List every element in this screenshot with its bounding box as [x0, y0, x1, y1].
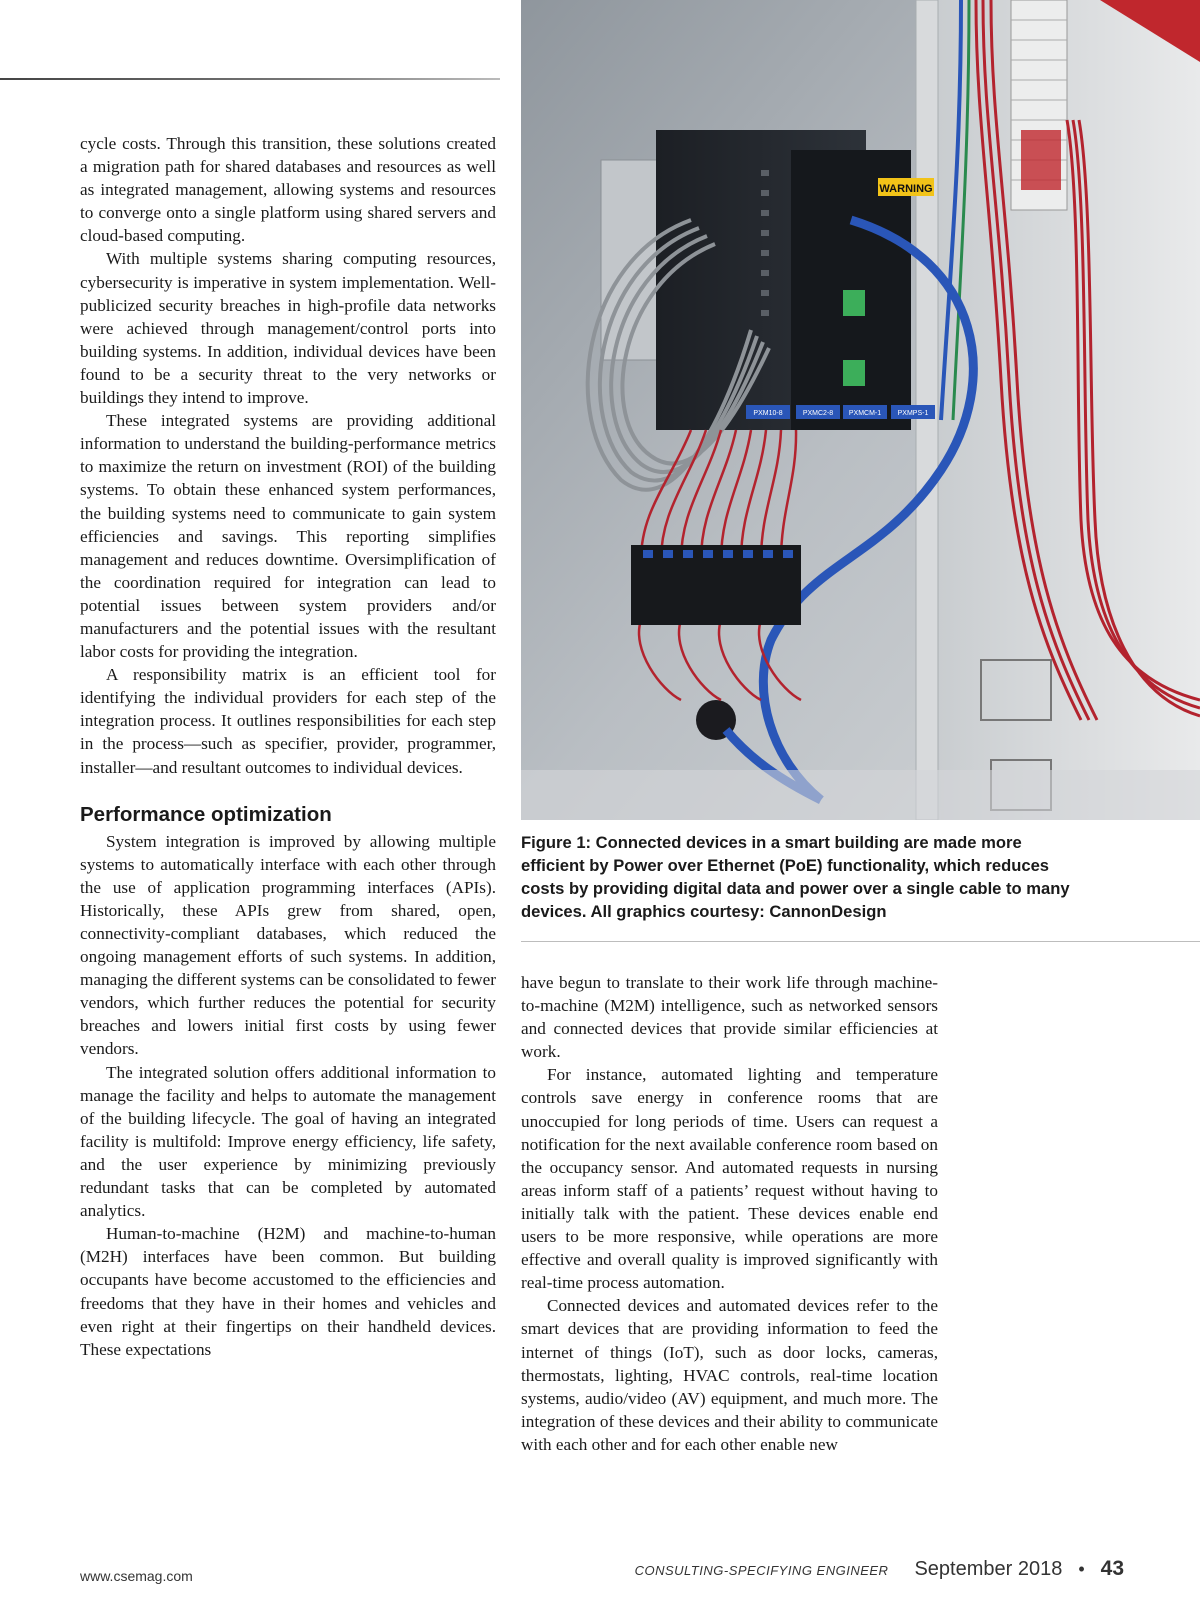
- terminal-block: [631, 545, 801, 625]
- footer-bullet: •: [1078, 1559, 1085, 1579]
- body-paragraph: For instance, automated lighting and temperature controls save energy in conference rooms that are unoccupied for long periods of time. Users can request a notification for the next available conference room based on the occupancy sensor. And automated requests in nursing areas inform staff of a patients’ request without having to initially talk with the patient. These devices enable end users to be more responsive, while operations are more effective and overall quality is improved significantly with real-time process automation.: [521, 1065, 938, 1293]
- footer-url[interactable]: www.csemag.com: [80, 1568, 193, 1584]
- body-paragraph: Connected devices and automated devices refer to the smart devices that are providing information to feed the internet of things (IoT), such as door locks, cameras, thermostats, lighting, HVAC controls, real-time location systems, audio/video (AV) equipment, and much more. The integration of these devices and their ability to communicate with each other and for each other enable new: [521, 1296, 938, 1454]
- body-paragraph: System integration is improved by allowing multiple systems to automatically interface with each other through the use of application programming interfaces (APIs). Historically, these APIs grew from shared, open, connectivity-compliant databases, which reduced the ongoing management efforts of such systems. In addition, managing the different systems can be consolidated to fewer vendors, which further reduces the potential for security breaches and lowers initial first costs by using fewer vendors.: [80, 831, 496, 1059]
- figure-photo: [521, 0, 1200, 820]
- module-label: PXMPS-1: [897, 410, 929, 417]
- body-paragraph: A responsibility matrix is an efficient tool for identifying the individual providers for each step of the integration process. It outlines responsibilities for each step in the process—such as specifier, provider, programmer, installer—and resultant outcomes to individual devices.: [80, 665, 496, 777]
- figure-caption: Figure 1: Connected devices in a smart building are made more efficient by Power over Ethernet (PoE) functionality, which reduces costs by providing digital data and power over a single cable to many devices. All graphics courtesy: CannonDesign: [521, 833, 1070, 921]
- left-text-column: [80, 132, 496, 1361]
- module-label: PXMCM-1: [848, 410, 882, 417]
- footer-right: [635, 1557, 1124, 1581]
- page-number: 43: [1100, 1557, 1124, 1580]
- warning-label-text: WARNING: [879, 183, 933, 195]
- footer-date: September 2018: [914, 1558, 1063, 1580]
- caption-rule: [521, 941, 1200, 942]
- body-paragraph: have begun to translate to their work life through machine-to-machine (M2M) intelligence, such as networked sensors and connected devices that provide similar efficiencies at work.: [521, 973, 938, 1062]
- red-tag: [1021, 130, 1061, 190]
- header-rule: [0, 78, 500, 80]
- body-paragraph: The integrated solution offers additional information to manage the facility and helps to automate the management of the building lifecycle. The goal of having an integrated facility is multifold: Improve energy efficiency, life safety, and the user experience by minimizing previously redundant tasks that can be completed by automated analytics.: [80, 1062, 496, 1221]
- body-paragraph: With multiple systems sharing computing resources, cybersecurity is imperative in system implementation. Well-publicized security breaches in high-profile data networks were achieved through management/control ports into building systems. In addition, individual devices have been found to be a security threat to the very networks or buildings they intend to improve.: [80, 249, 496, 408]
- body-paragraph: cycle costs. Through this transition, these solutions created a migration path for shared databases and resources as well as integrated management, allowing systems and resources to converge onto a single platform using shared servers and cloud-based computing.: [80, 134, 496, 246]
- right-text-column: [521, 971, 938, 1456]
- module-label: PXMC2-8: [802, 410, 834, 417]
- module-label: PXM10-8: [753, 410, 783, 417]
- body-paragraph: These integrated systems are providing additional information to understand the building-performance metrics to maximize the return on investment (ROI) of the building systems. To obtain these enhanced system performances, the building systems need to communicate to gain system efficiencies and savings. This reporting simplifies management and reduces downtime. Oversimplification of the coordination required for integration can lead to potential issues between system providers and/or manufacturers and the potential issues with the resultant labor costs for providing the integration.: [80, 411, 496, 662]
- body-paragraph: Human-to-machine (H2M) and machine-to-human (M2H) interfaces have been common. But building occupants have become accustomed to the efficiencies and freedoms that they have in their homes and vehicles and even right at their fingertips on their handheld devices. These expectations: [80, 1224, 496, 1359]
- section-heading: Performance optimization: [80, 802, 332, 826]
- footer-publication: CONSULTING-SPECIFYING ENGINEER: [634, 1563, 889, 1578]
